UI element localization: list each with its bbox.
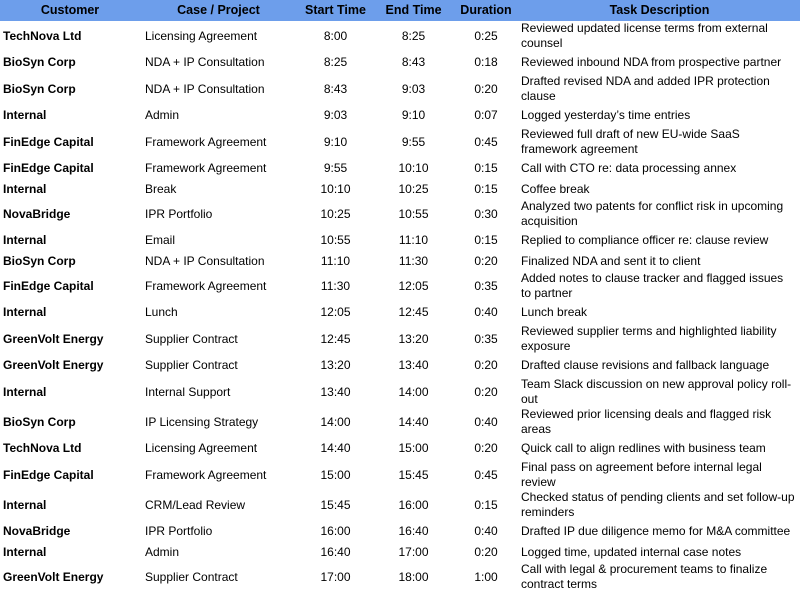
table-row: [0, 520, 800, 543]
cell-case: Supplier Contract: [145, 569, 238, 584]
cell-start-time: 11:10: [320, 254, 351, 268]
cell-task: Quick call to align redlines with business team: [521, 441, 766, 455]
cell-case: Supplier Contract: [145, 358, 238, 372]
cell-duration: 0:20: [474, 441, 498, 455]
cell-end-time: 9:03: [401, 81, 426, 96]
table-row: [0, 157, 800, 180]
cell-duration: 0:40: [474, 305, 498, 319]
cell-task: Analyzed two patents for conflict risk in upcoming acquisition: [521, 199, 784, 228]
cell-end-time: 8:43: [401, 55, 426, 69]
cell-end-time: 13:40: [398, 358, 429, 372]
cell-duration: 0:40: [474, 524, 498, 538]
cell-customer: Internal: [3, 384, 47, 399]
cell-task: Logged time, updated internal case notes: [521, 545, 742, 559]
cell-duration: 0:45: [474, 134, 498, 149]
cell-customer: BioSyn Corp: [3, 81, 76, 96]
table-row: [0, 377, 800, 407]
cell-start-time: 10:10: [320, 182, 351, 196]
cell-case: IP Licensing Strategy: [145, 414, 259, 429]
cell-case: Admin: [145, 108, 180, 122]
cell-duration: 0:15: [474, 497, 498, 512]
cell-task: Coffee break: [521, 182, 590, 196]
table-row: [0, 543, 800, 562]
header-task-description: Task Description: [519, 0, 800, 21]
cell-duration: 0:35: [474, 278, 498, 293]
cell-task: Reviewed updated license terms from external counsel: [521, 21, 768, 50]
cell-customer: Internal: [3, 108, 47, 122]
cell-end-time: 18:00: [398, 569, 429, 584]
cell-end-time: 16:40: [398, 524, 429, 538]
cell-end-time: 12:45: [398, 305, 429, 319]
cell-task: Call with legal & procurement teams to finalize contract terms: [521, 562, 768, 591]
cell-customer: TechNova Ltd: [3, 28, 82, 43]
cell-task: Replied to compliance officer re: clause review: [521, 233, 769, 247]
cell-customer: Internal: [3, 233, 47, 247]
table-row: [0, 301, 800, 324]
cell-task: Drafted revised NDA and added IPR protection clause: [521, 74, 770, 103]
header-row: [0, 0, 800, 21]
cell-case: Licensing Agreement: [145, 28, 258, 43]
cell-task: Reviewed full draft of new EU-wide SaaS framework agreement: [521, 127, 740, 156]
cell-end-time: 12:05: [398, 278, 429, 293]
cell-start-time: 9:10: [323, 134, 348, 149]
cell-end-time: 17:00: [398, 545, 429, 559]
cell-case: Licensing Agreement: [145, 441, 258, 455]
cell-case: NDA + IP Consultation: [145, 55, 265, 69]
cell-duration: 0:20: [474, 254, 498, 268]
table-row: [0, 271, 800, 301]
cell-task: Reviewed supplier terms and highlighted liability exposure: [521, 324, 777, 353]
cell-end-time: 9:55: [401, 134, 426, 149]
table-row: [0, 199, 800, 229]
table-body: [0, 21, 800, 592]
cell-customer: GreenVolt Energy: [3, 358, 104, 372]
cell-task: Reviewed prior licensing deals and flagged risk areas: [521, 407, 772, 436]
cell-customer: GreenVolt Energy: [3, 331, 104, 346]
cell-case: Break: [145, 182, 177, 196]
cell-case: Admin: [145, 545, 180, 559]
cell-start-time: 8:43: [323, 81, 348, 96]
cell-end-time: 15:45: [398, 467, 429, 482]
cell-duration: 0:15: [474, 161, 498, 175]
cell-case: Framework Agreement: [145, 278, 267, 293]
cell-customer: TechNova Ltd: [3, 441, 82, 455]
table-row: [0, 460, 800, 490]
cell-end-time: 8:25: [401, 28, 426, 43]
cell-end-time: 10:10: [398, 161, 429, 175]
table-row: [0, 127, 800, 157]
cell-duration: 0:07: [474, 108, 498, 122]
cell-task: Lunch break: [521, 305, 588, 319]
cell-task: Checked status of pending clients and set follow-up reminders: [521, 490, 795, 519]
cell-start-time: 17:00: [320, 569, 351, 584]
cell-customer: FinEdge Capital: [3, 134, 94, 149]
table-row: [0, 407, 800, 437]
cell-start-time: 11:30: [320, 278, 351, 293]
cell-duration: 1:00: [474, 569, 498, 584]
cell-task: Team Slack discussion on new approval policy roll-out: [521, 377, 792, 406]
cell-start-time: 9:03: [323, 108, 348, 122]
cell-customer: NovaBridge: [3, 524, 71, 538]
cell-customer: FinEdge Capital: [3, 278, 94, 293]
header-start-time: Start Time: [297, 0, 374, 21]
cell-case: Internal Support: [145, 384, 231, 399]
cell-duration: 0:20: [474, 545, 498, 559]
cell-customer: Internal: [3, 497, 47, 512]
table-row: [0, 490, 800, 520]
cell-case: CRM/Lead Review: [145, 497, 246, 512]
cell-start-time: 12:45: [320, 331, 351, 346]
cell-task: Added notes to clause tracker and flagged issues to partner: [521, 271, 784, 300]
table-row: [0, 324, 800, 354]
cell-customer: FinEdge Capital: [3, 161, 94, 175]
table-row: [0, 51, 800, 74]
cell-case: Framework Agreement: [145, 467, 267, 482]
cell-start-time: 16:40: [320, 545, 351, 559]
cell-duration: 0:25: [474, 28, 498, 43]
cell-duration: 0:30: [474, 206, 498, 221]
cell-customer: BioSyn Corp: [3, 254, 76, 268]
table-row: [0, 229, 800, 252]
cell-start-time: 8:25: [323, 55, 348, 69]
header-customer: Customer: [0, 0, 140, 21]
cell-customer: BioSyn Corp: [3, 55, 76, 69]
cell-case: NDA + IP Consultation: [145, 81, 265, 96]
cell-case: Lunch: [145, 305, 178, 319]
cell-end-time: 16:00: [398, 497, 429, 512]
cell-task: Drafted IP due diligence memo for M&A committee: [521, 524, 791, 538]
table-row: [0, 104, 800, 127]
cell-end-time: 9:10: [401, 108, 426, 122]
cell-customer: BioSyn Corp: [3, 414, 76, 429]
cell-start-time: 13:20: [320, 358, 351, 372]
table-row: [0, 562, 800, 592]
cell-start-time: 15:00: [320, 467, 351, 482]
cell-case: Supplier Contract: [145, 331, 238, 346]
cell-start-time: 12:05: [320, 305, 351, 319]
cell-customer: Internal: [3, 182, 47, 196]
cell-start-time: 14:00: [320, 414, 351, 429]
table-row: [0, 354, 800, 377]
cell-start-time: 8:00: [323, 28, 348, 43]
cell-case: Framework Agreement: [145, 134, 267, 149]
cell-case: Framework Agreement: [145, 161, 267, 175]
cell-duration: 0:15: [474, 182, 498, 196]
cell-end-time: 11:30: [398, 254, 429, 268]
cell-task: Logged yesterday’s time entries: [521, 108, 691, 122]
cell-start-time: 13:40: [320, 384, 351, 399]
cell-duration: 0:20: [474, 81, 498, 96]
cell-duration: 0:35: [474, 331, 498, 346]
cell-task: Call with CTO re: data processing annex: [521, 161, 737, 175]
cell-end-time: 10:55: [398, 206, 429, 221]
cell-duration: 0:15: [474, 233, 498, 247]
header-end-time: End Time: [374, 0, 453, 21]
cell-duration: 0:20: [474, 384, 498, 399]
cell-start-time: 15:45: [320, 497, 351, 512]
table-row: [0, 252, 800, 271]
header-duration: Duration: [453, 0, 519, 21]
cell-end-time: 11:10: [398, 233, 429, 247]
cell-start-time: 16:00: [320, 524, 351, 538]
cell-end-time: 14:00: [398, 384, 429, 399]
cell-duration: 0:40: [474, 414, 498, 429]
cell-end-time: 10:25: [398, 182, 429, 196]
cell-duration: 0:18: [474, 55, 498, 69]
cell-customer: Internal: [3, 545, 47, 559]
cell-end-time: 13:20: [398, 331, 429, 346]
table-row: [0, 21, 800, 51]
cell-customer: FinEdge Capital: [3, 467, 94, 482]
table-row: [0, 180, 800, 199]
table-header: [0, 0, 800, 21]
header-case-project: Case / Project: [140, 0, 297, 21]
cell-start-time: 9:55: [323, 161, 348, 175]
cell-customer: NovaBridge: [3, 206, 71, 221]
cell-case: Email: [145, 233, 176, 247]
cell-end-time: 15:00: [398, 441, 429, 455]
cell-task: Final pass on agreement before internal legal review: [521, 460, 762, 489]
cell-end-time: 14:40: [398, 414, 429, 429]
table-row: [0, 74, 800, 104]
cell-customer: GreenVolt Energy: [3, 569, 104, 584]
cell-start-time: 14:40: [320, 441, 351, 455]
cell-case: NDA + IP Consultation: [145, 254, 265, 268]
cell-customer: Internal: [3, 305, 47, 319]
cell-case: IPR Portfolio: [145, 524, 213, 538]
cell-start-time: 10:25: [320, 206, 351, 221]
cell-case: IPR Portfolio: [145, 206, 213, 221]
cell-duration: 0:45: [474, 467, 498, 482]
cell-task: Finalized NDA and sent it to client: [521, 254, 701, 268]
cell-start-time: 10:55: [320, 233, 351, 247]
cell-duration: 0:20: [474, 358, 498, 372]
table-row: [0, 437, 800, 460]
cell-task: Drafted clause revisions and fallback language: [521, 358, 770, 372]
cell-task: Reviewed inbound NDA from prospective partner: [521, 55, 782, 69]
